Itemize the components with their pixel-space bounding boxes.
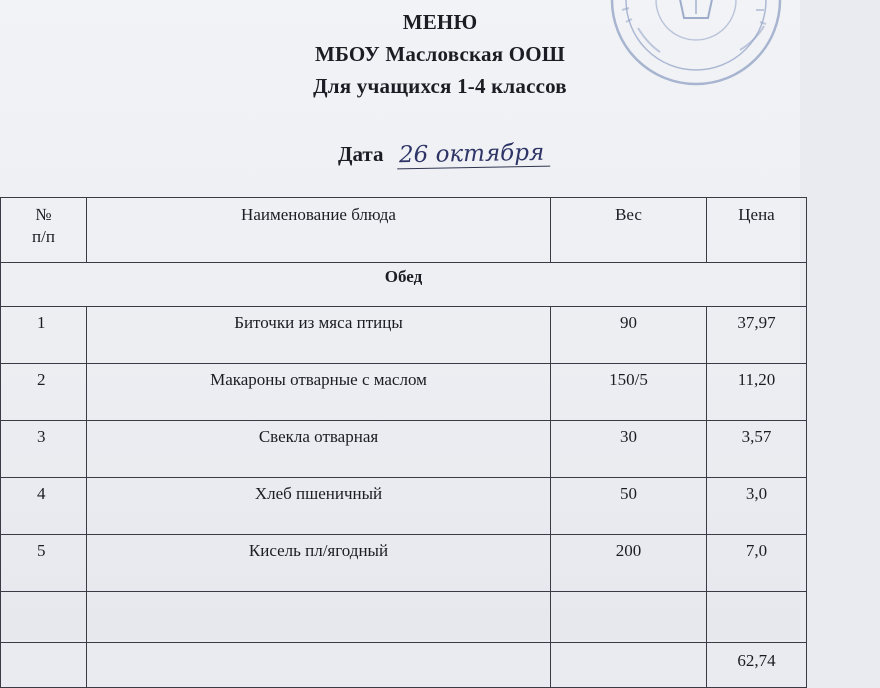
row-num: 2 (1, 364, 87, 421)
row-num: 4 (1, 478, 87, 535)
row-num: 1 (1, 307, 87, 364)
total-empty-cell (1, 643, 87, 688)
row-dish: Кисель пл/ягодный (87, 535, 551, 592)
header-cell-price: Цена (707, 198, 807, 263)
header-audience: Для учащихся 1-4 классов (313, 74, 567, 98)
table-row (1, 364, 807, 421)
empty-cell (707, 592, 807, 643)
header-title: МЕНЮ (402, 10, 478, 34)
row-price: 3,57 (707, 421, 807, 478)
row-dish: Макароны отварные с маслом (87, 364, 551, 421)
table-row (1, 478, 807, 535)
total-empty-cell (87, 643, 551, 688)
section-title: Обед (1, 263, 807, 307)
row-num: 3 (1, 421, 87, 478)
total-row (1, 643, 807, 688)
header-cell-name: Наименование блюда (87, 198, 551, 263)
date-handwritten-value: 26 октября (397, 140, 551, 170)
row-dish: Свекла отварная (87, 421, 551, 478)
row-price: 7,0 (707, 535, 807, 592)
empty-cell (87, 592, 551, 643)
table-row (1, 307, 807, 364)
row-weight: 150/5 (551, 364, 707, 421)
header-cell-weight: Вес (551, 198, 707, 263)
row-weight: 90 (551, 307, 707, 364)
row-weight: 200 (551, 535, 707, 592)
empty-row (1, 592, 807, 643)
empty-cell (551, 592, 707, 643)
table-row (1, 535, 807, 592)
header-cell-num: № п/п (1, 198, 87, 263)
row-weight: 50 (551, 478, 707, 535)
row-price: 37,97 (707, 307, 807, 364)
empty-cell (1, 592, 87, 643)
row-dish: Биточки из мяса птицы (87, 307, 551, 364)
section-row (1, 263, 807, 307)
row-price: 3,0 (707, 478, 807, 535)
row-dish: Хлеб пшеничный (87, 478, 551, 535)
menu-table (0, 197, 807, 688)
date-label: Дата (338, 142, 384, 166)
date-line (338, 138, 550, 170)
row-weight: 30 (551, 421, 707, 478)
table-row (1, 421, 807, 478)
menu-header (0, 6, 880, 102)
row-price: 11,20 (707, 364, 807, 421)
table-header-row (1, 198, 807, 263)
header-school: МБОУ Масловская ООШ (314, 42, 566, 66)
total-price: 62,74 (707, 643, 807, 688)
total-empty-cell (551, 643, 707, 688)
row-num: 5 (1, 535, 87, 592)
